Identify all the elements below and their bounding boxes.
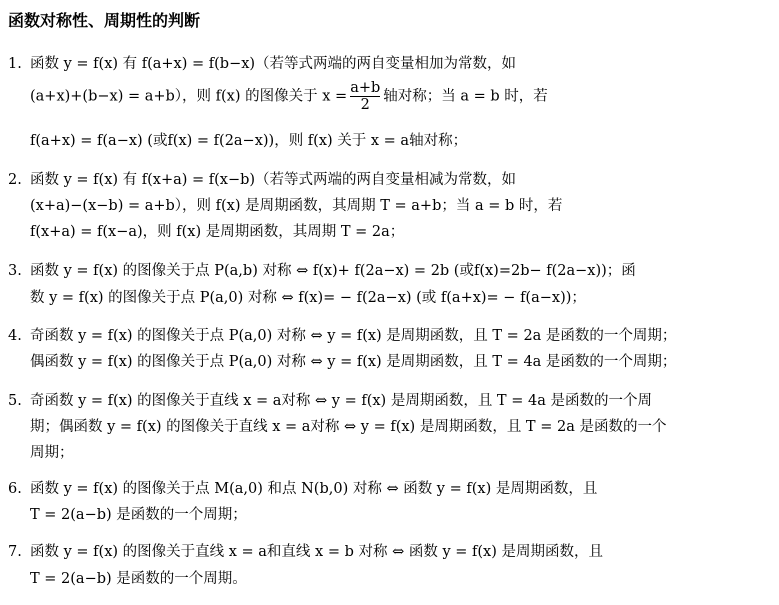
item-1-line-1: 1. 函数 y = f(x) 有 f(a+x) = f(b−x)（若等式两端的两自变量相加为常数，如: [8, 56, 517, 72]
item-3-line-2: 数 y = f(x) 的图像关于点 P(a,0) 对称 ⇔ f(x)= − f(2a−x) (或 f(a+x)= − f(a−x))；: [30, 290, 586, 306]
fraction: $\frac{a+b}{2}$: [350, 80, 381, 113]
item-5-line-3: 周期；: [30, 445, 74, 461]
item-7-line-1: 7. 函数 y = f(x) 的图像关于直线 x = a和直线 x = b 对称 ⇔ 函数 y = f(x) 是周期函数，且: [8, 544, 603, 560]
item-1-line-3: f(a+x) = f(a−x) (或f(x) = f(2a−x))，则 f(x) 关于 x = a轴对称；: [30, 133, 468, 149]
item-1-line-2: (a+x)+(b−x) = a+b），则 f(x) 的图像关于 x = $\frac{a+b}{2}$ 轴对称；当 a = b 时，若: [30, 80, 548, 113]
item-number: 4.: [8, 328, 22, 344]
item-number: 3.: [8, 263, 22, 279]
item-number: 2.: [8, 172, 22, 188]
item-2-line-1: 2. 函数 y = f(x) 有 f(x+a) = f(x−b)（若等式两端的两自变量相减为常数，如: [8, 172, 517, 188]
item-6-line-1: 6. 函数 y = f(x) 的图像关于点 M(a,0) 和点 N(b,0) 对称 ⇔ 函数 y = f(x) 是周期函数，且: [8, 481, 598, 497]
item-5-line-1: 5. 奇函数 y = f(x) 的图像关于直线 x = a对称 ⇔ y = f(x) 是周期函数，且 T = 4a 是函数的一个周: [8, 393, 652, 409]
item-6-line-2: T = 2(a−b) 是函数的一个周期；: [30, 507, 247, 523]
item-3-line-1: 3. 函数 y = f(x) 的图像关于点 P(a,b) 对称 ⇔ f(x)+ f(2a−x) = 2b (或f(x)=2b− f(2a−x))；函: [8, 263, 636, 279]
item-5-line-2: 期；偶函数 y = f(x) 的图像关于直线 x = a对称 ⇔ y = f(x) 是周期函数，且 T = 2a 是函数的一个: [30, 419, 667, 435]
item-2-line-3: f(x+a) = f(x−a)，则 f(x) 是周期函数，其周期 T = 2a；: [30, 224, 405, 240]
item-7-line-2: T = 2(a−b) 是函数的一个周期。: [30, 571, 247, 587]
page-title: 函数对称性、周期性的判断: [8, 11, 201, 30]
item-4-line-1: 4. 奇函数 y = f(x) 的图像关于点 P(a,0) 对称 ⇔ y = f(x) 是周期函数，且 T = 2a 是函数的一个周期；: [8, 328, 677, 344]
item-number: 6.: [8, 481, 22, 497]
item-4-line-2: 偶函数 y = f(x) 的图像关于点 P(a,0) 对称 ⇔ y = f(x) 是周期函数，且 T = 4a 是函数的一个周期；: [30, 354, 677, 370]
item-number: 1.: [8, 56, 22, 72]
item-2-line-2: (x+a)−(x−b) = a+b），则 f(x) 是周期函数，其周期 T = a+b；当 a = b 时，若: [30, 198, 563, 214]
item-number: 7.: [8, 544, 22, 560]
item-number: 5.: [8, 393, 22, 409]
